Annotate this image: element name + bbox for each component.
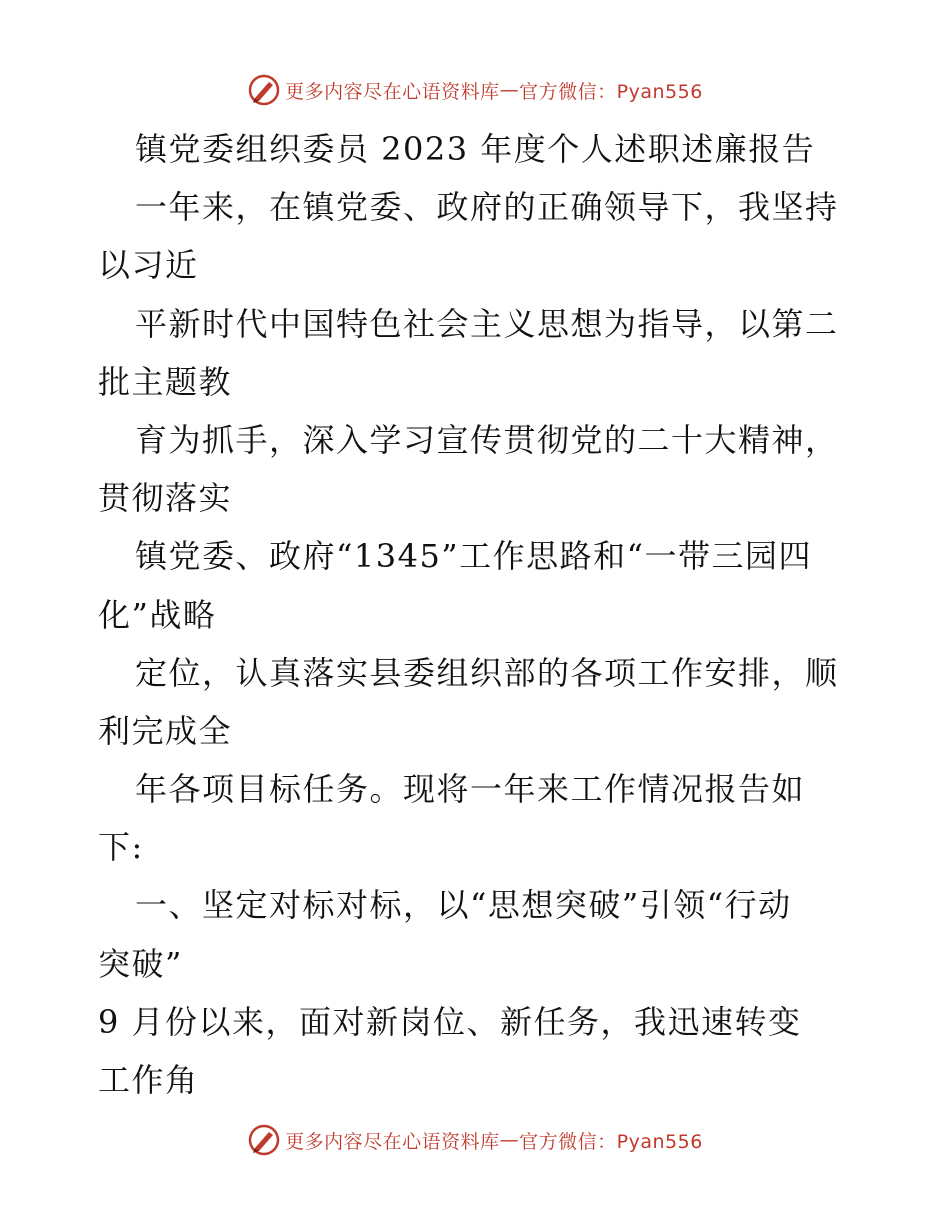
text-line: 化”战略 — [98, 595, 217, 634]
watermark-site-text: 更多内容尽在心语资料库 — [285, 1130, 500, 1153]
text-line: 贯彻落实 — [98, 479, 233, 518]
section-heading: 一、坚定对标对标，以“思想突破”引领“行动 — [135, 886, 792, 925]
footer-watermark-banner — [0, 1120, 950, 1160]
text-line: 工作角 — [98, 1061, 199, 1099]
watermark-separator: — — [499, 79, 520, 101]
document-title: 镇党委组织委员 2023 年度个人述职述廉报告 — [135, 130, 816, 168]
text-line: 育为抓手，深入学习宣传贯彻党的二十大精神， — [135, 420, 839, 459]
text-line: 利完成全 — [98, 711, 233, 750]
text-line: 一年来，在镇党委、政府的正确领导下，我坚持 — [135, 188, 839, 227]
watermark-wechat-text: 官方微信：Pyan556 — [519, 1130, 703, 1153]
text-line: 定位，认真落实县委组织部的各项工作安排，顺 — [135, 653, 839, 692]
watermark-site-text: 更多内容尽在心语资料库 — [285, 80, 500, 103]
text-line: 批主题教 — [98, 362, 233, 401]
text-line: 突破” — [98, 944, 183, 983]
text-line: 年各项目标任务。现将一年来工作情况报告如 — [135, 770, 806, 809]
pen-circle-logo-icon — [247, 73, 281, 107]
text-line: 9 月份以来，面对新岗位、新任务，我迅速转变 — [98, 1002, 802, 1041]
header-watermark-banner — [0, 70, 950, 110]
pen-circle-logo-icon — [247, 1123, 281, 1157]
text-line: 平新时代中国特色社会主义思想为指导，以第二 — [135, 304, 839, 343]
watermark-wechat-text: 官方微信：Pyan556 — [519, 80, 703, 103]
text-line: 以习近 — [98, 246, 199, 285]
watermark-separator: — — [499, 1129, 520, 1151]
text-line: 下: — [98, 828, 144, 867]
text-line: 镇党委、政府“1345”工作思路和“一带三园四 — [135, 537, 813, 576]
document-body — [98, 120, 858, 1109]
